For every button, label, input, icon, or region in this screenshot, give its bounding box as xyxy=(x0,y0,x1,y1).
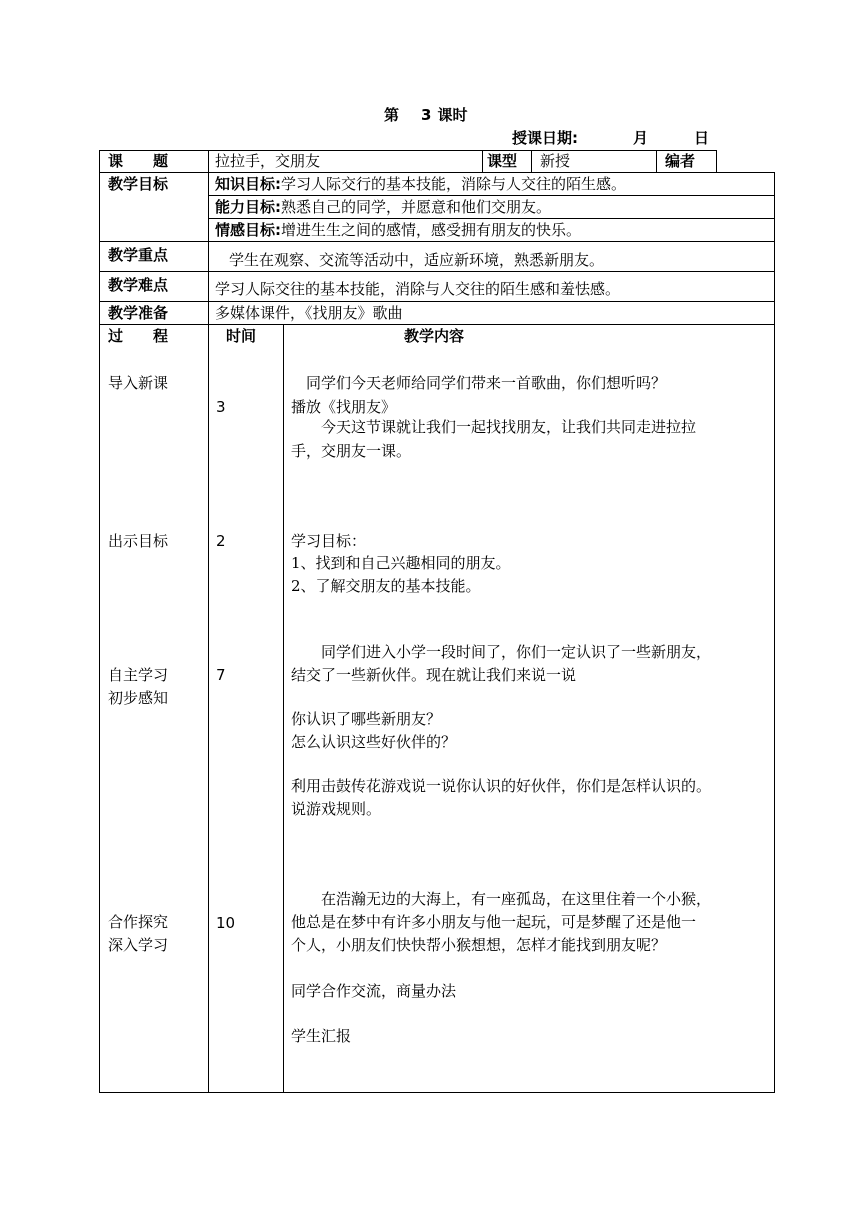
key-label: 教学重点 xyxy=(108,246,169,264)
step-time: 2 xyxy=(216,532,226,550)
rule xyxy=(531,150,532,172)
step-name: 深入学习 xyxy=(108,936,169,954)
step-name: 导入新课 xyxy=(108,374,169,392)
step-name: 自主学习 xyxy=(108,666,169,684)
lesson-number: 3 xyxy=(421,106,432,124)
topic-value: 拉拉手，交朋友 xyxy=(215,152,321,170)
step-content-line: 怎么认识这些好伙伴的？ xyxy=(291,733,457,751)
step-content-line: 利用击鼓传花游戏说一说你认识的好伙伴，你们是怎样认识的。 xyxy=(291,777,712,795)
lesson-title xyxy=(384,104,467,126)
rule xyxy=(99,150,717,151)
type-label: 课型 xyxy=(487,152,518,170)
goal-emotion-text: 增进生生之间的感情，感受拥有朋友的快乐。 xyxy=(281,221,582,239)
rule xyxy=(774,172,775,1093)
step-content-line: 播放《找朋友》 xyxy=(291,398,397,416)
goals-label: 教学目标 xyxy=(108,175,169,193)
step-content-line: 在浩瀚无边的大海上，有一座孤岛，在这里住着一个小猴， xyxy=(291,890,712,908)
step-time: 3 xyxy=(216,398,226,416)
step-content-line: 说游戏规则。 xyxy=(291,800,382,818)
title-prefix: 第 xyxy=(384,106,400,124)
step-content-line: 同学们进入小学一段时间了，你们一定认识了一些新朋友， xyxy=(291,643,712,661)
step-name: 出示目标 xyxy=(108,532,169,550)
col-content: 教学内容 xyxy=(404,327,465,345)
rule xyxy=(99,301,775,302)
step-content-line: 2、了解交朋友的基本技能。 xyxy=(291,577,481,595)
goal-knowledge xyxy=(215,173,626,195)
teaching-date xyxy=(512,127,578,149)
goal-knowledge-label: 知识目标: xyxy=(215,175,281,193)
rule xyxy=(482,150,483,172)
topic-label: 课 题 xyxy=(108,152,169,170)
step-content-line: 手，交朋友一课。 xyxy=(291,442,412,460)
step-time: 10 xyxy=(216,914,236,932)
step-content-line: 个人，小朋友们快快帮小猴想想，怎样才能找到朋友呢？ xyxy=(291,936,667,954)
step-content-line: 学习目标： xyxy=(291,532,367,550)
step-time: 7 xyxy=(216,666,226,684)
goal-emotion xyxy=(215,219,581,241)
month-label: 月 xyxy=(633,129,649,147)
key-text: 学生在观察、交流等活动中，适应新环境，熟悉新朋友。 xyxy=(229,251,605,269)
rule xyxy=(99,1092,775,1093)
rule xyxy=(716,150,717,172)
rule xyxy=(208,150,209,1093)
col-time: 时间 xyxy=(226,327,257,345)
step-content-line: 同学们今天老师给同学们带来一首歌曲，你们想听吗？ xyxy=(291,374,667,392)
step-name: 合作探究 xyxy=(108,913,169,931)
rule xyxy=(99,241,775,242)
step-content-line: 你认识了哪些新朋友？ xyxy=(291,710,442,728)
step-content-line: 1、找到和自己兴趣相同的朋友。 xyxy=(291,554,511,572)
rule xyxy=(99,271,775,272)
step-content-line: 学生汇报 xyxy=(291,1027,352,1045)
step-content-line: 今天这节课就让我们一起找找朋友，让我们共同走进拉拉 xyxy=(291,418,697,436)
difficulty-label: 教学难点 xyxy=(108,276,169,294)
rule xyxy=(283,324,284,1093)
goal-ability-text: 熟悉自己的同学，并愿意和他们交朋友。 xyxy=(281,198,552,216)
day-label: 日 xyxy=(694,129,710,147)
step-content-line: 同学合作交流，商量办法 xyxy=(291,982,457,1000)
type-value: 新授 xyxy=(540,152,571,170)
rule xyxy=(99,150,100,1093)
goal-ability-label: 能力目标: xyxy=(215,198,281,216)
step-content-line: 他总是在梦中有许多小朋友与他一起玩，可是梦醒了还是他一 xyxy=(291,913,697,931)
goal-knowledge-text: 学习人际交行的基本技能，消除与人交往的陌生感。 xyxy=(281,175,627,193)
editor-label: 编者 xyxy=(665,152,696,170)
col-process: 过 程 xyxy=(108,327,169,345)
goal-ability xyxy=(215,196,551,218)
difficulty-text: 学习人际交往的基本技能，消除与人交往的陌生感和羞怯感。 xyxy=(215,280,621,298)
date-label: 授课日期: xyxy=(512,129,578,147)
step-name: 初步感知 xyxy=(108,689,169,707)
title-suffix: 课时 xyxy=(437,106,468,124)
prep-label: 教学准备 xyxy=(108,304,169,322)
prep-text: 多媒体课件，《找朋友》歌曲 xyxy=(215,304,403,322)
step-content-line: 结交了一些新伙伴。现在就让我们来说一说 xyxy=(291,666,577,684)
rule xyxy=(656,150,657,172)
goal-emotion-label: 情感目标: xyxy=(215,221,281,239)
